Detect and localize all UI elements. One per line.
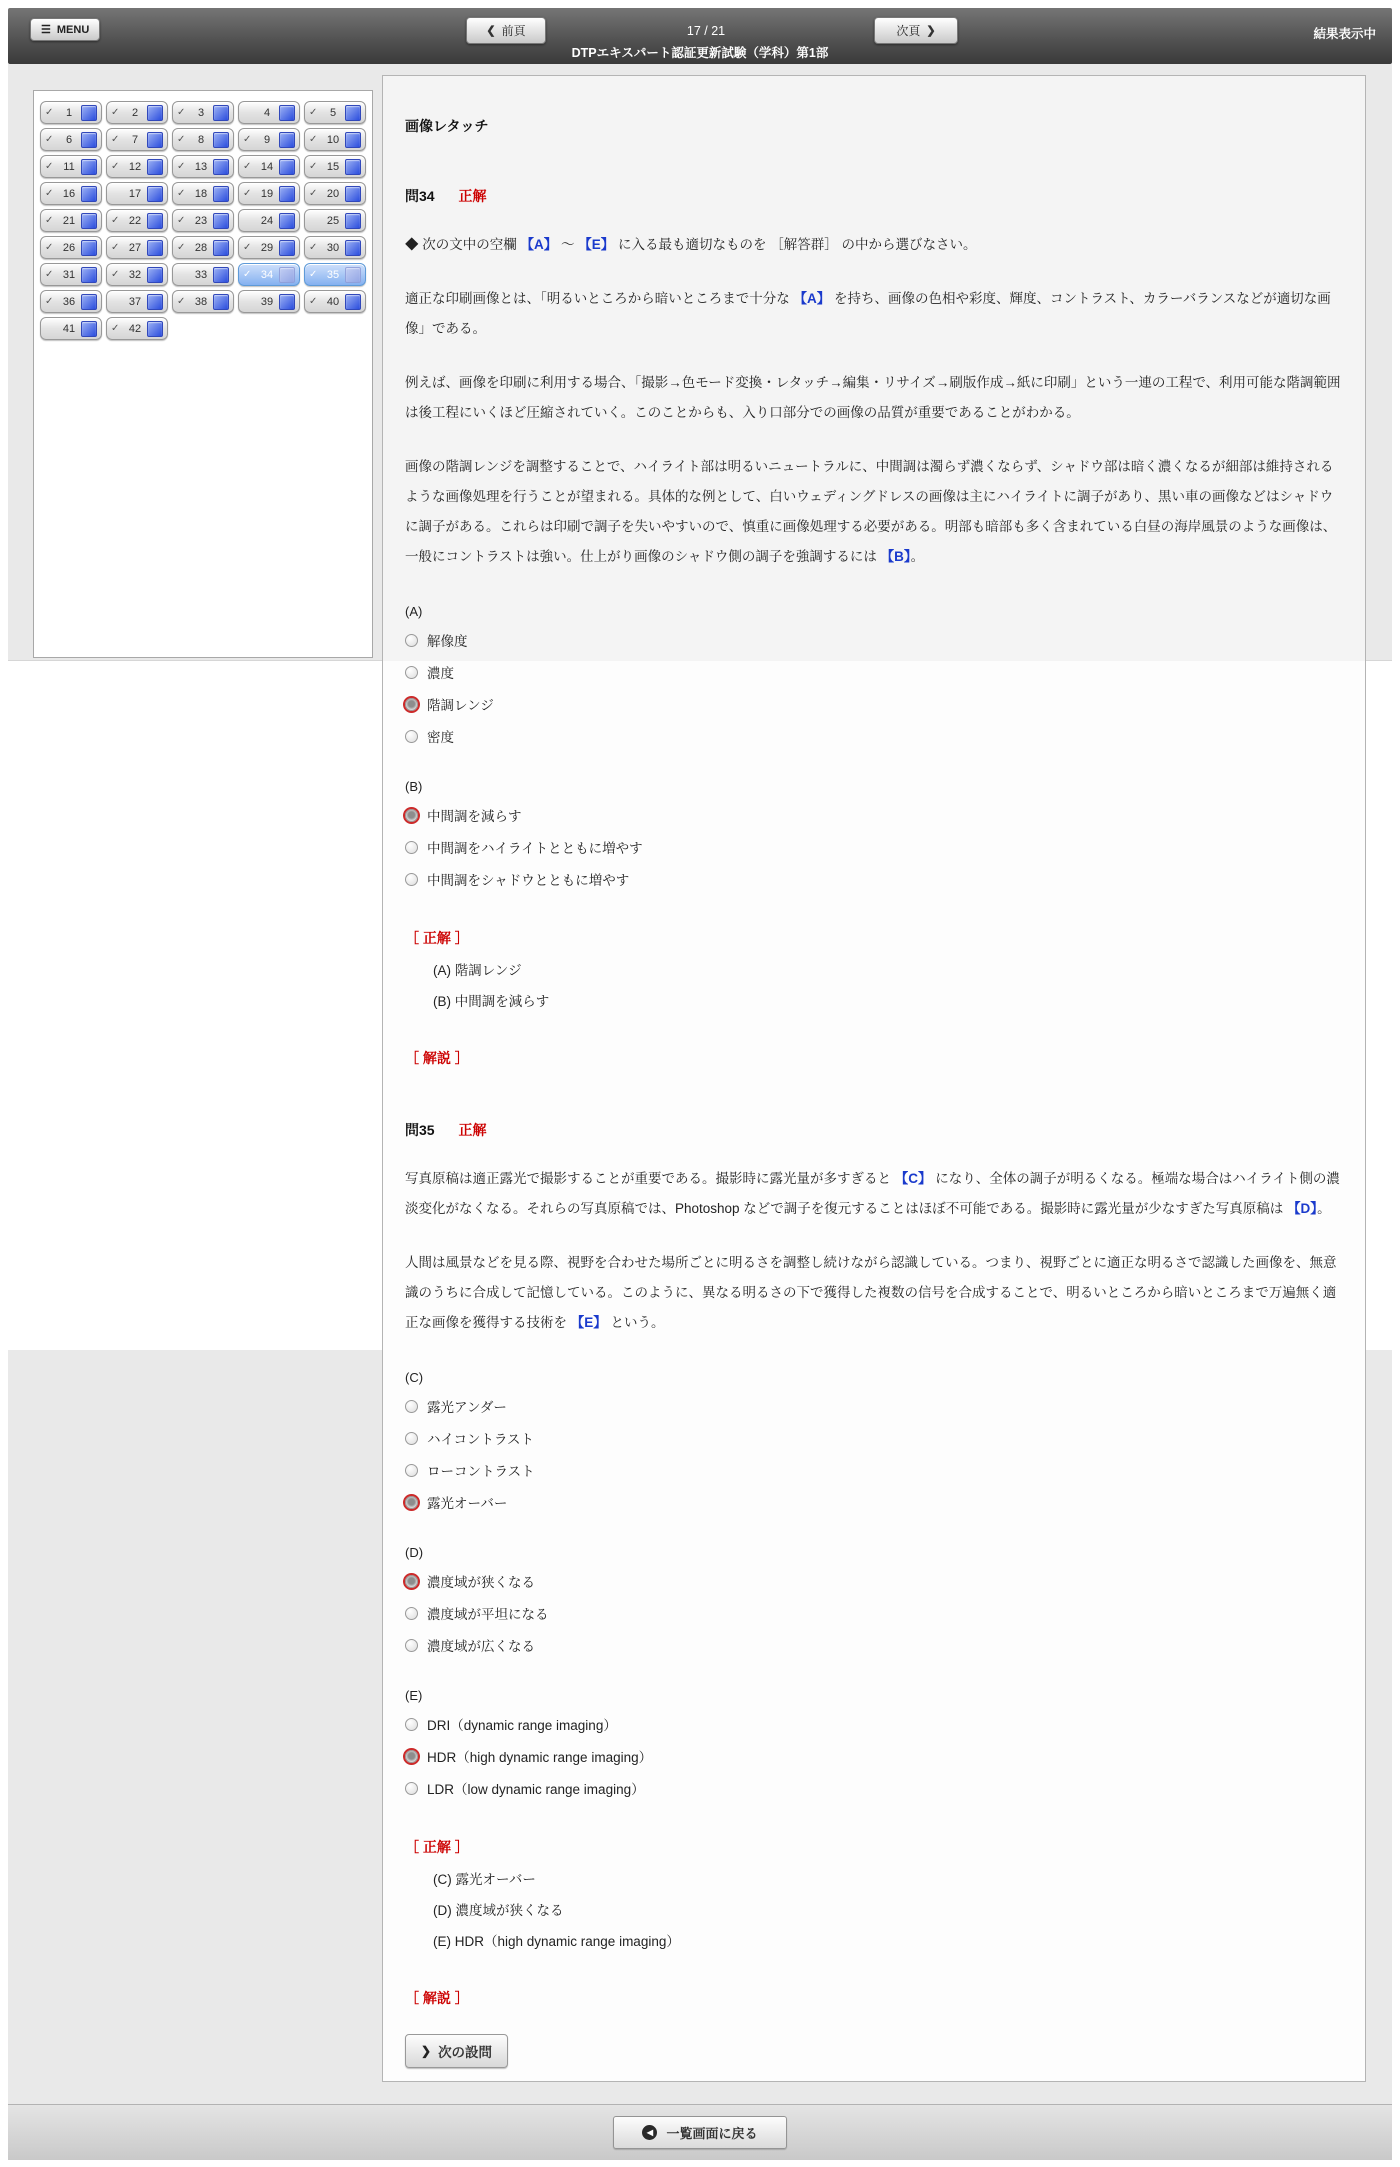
check-icon: ✓ bbox=[177, 134, 186, 145]
correct-answer-header: ［ 正解 ］ bbox=[405, 930, 469, 946]
check-icon: ✓ bbox=[45, 242, 54, 253]
question-button-number: 24 bbox=[260, 214, 274, 227]
radio-icon bbox=[405, 634, 418, 647]
question-button-31[interactable] bbox=[40, 263, 102, 286]
option-label: 濃度域が狭くなる bbox=[427, 1575, 535, 1590]
radio-option[interactable] bbox=[405, 804, 1343, 826]
question-button-number: 35 bbox=[326, 268, 340, 281]
correct-answers bbox=[405, 959, 1343, 1010]
flag-checkbox[interactable] bbox=[213, 213, 229, 229]
flag-checkbox[interactable] bbox=[81, 213, 97, 229]
flag-checkbox[interactable] bbox=[213, 240, 229, 256]
blank-marker: 【E】 bbox=[570, 1315, 607, 1330]
question-button-1[interactable] bbox=[40, 101, 102, 124]
check-icon: ✓ bbox=[243, 188, 252, 199]
flag-checkbox[interactable] bbox=[81, 186, 97, 202]
radio-option[interactable] bbox=[405, 1745, 1343, 1767]
question-button-number: 23 bbox=[194, 214, 208, 227]
question-button-6[interactable] bbox=[40, 128, 102, 151]
question-button-40[interactable] bbox=[304, 290, 366, 313]
question-button-19[interactable] bbox=[238, 182, 300, 205]
radio-icon bbox=[405, 1782, 418, 1795]
question-button-number: 31 bbox=[62, 268, 76, 281]
correct-answer-line: (D) 濃度域が狭くなる bbox=[433, 1903, 564, 1918]
flag-checkbox[interactable] bbox=[213, 267, 229, 283]
page-indicator: 17 / 21 bbox=[686, 24, 726, 38]
radio-selected-icon bbox=[405, 698, 418, 711]
question-button-number: 41 bbox=[62, 322, 76, 335]
flag-checkbox[interactable] bbox=[147, 186, 163, 202]
question-button-number: 14 bbox=[260, 160, 274, 173]
flag-checkbox[interactable] bbox=[345, 159, 361, 175]
question-button-number: 25 bbox=[326, 214, 340, 227]
option-label: 中間調をハイライトとともに増やす bbox=[427, 841, 643, 856]
answer-group-label: (C) bbox=[405, 1370, 424, 1385]
question-button-3[interactable] bbox=[172, 101, 234, 124]
check-icon: ✓ bbox=[45, 107, 54, 118]
radio-option[interactable] bbox=[405, 661, 1343, 683]
check-icon: ✓ bbox=[45, 269, 54, 280]
radio-selected-icon bbox=[405, 809, 418, 822]
question-paragraph: 画像の階調レンジを調整することで、ハイライト部は明るいニュートラルに、中間調は濁らず濃くならず、シャドウ部は暗く濃くなるが細部は維持されるような画像処理を行うことが望まれる。具体的な例として、白いウェディングドレスの画像は主にハイライトに調子があり、黒い車の画像などはシャドウに調子がある。これらは印刷で調子を失いやすいので、慎重に画像処理する必要がある。明部も暗部も多く含まれている白昼の海岸風景のような画像は、一般にコントラストは強い。仕上がり画像のシャドウ側の調子を強調するには 【B】。 bbox=[405, 459, 1337, 564]
check-icon: ✓ bbox=[111, 134, 120, 145]
flag-checkbox[interactable] bbox=[81, 132, 97, 148]
flag-checkbox[interactable] bbox=[81, 267, 97, 283]
back-arrow-icon: ◀ bbox=[642, 2125, 657, 2140]
flag-checkbox[interactable] bbox=[147, 105, 163, 121]
radio-option[interactable] bbox=[405, 868, 1343, 890]
flag-checkbox[interactable] bbox=[279, 267, 295, 283]
question-34 bbox=[405, 186, 1343, 1068]
option-label: ハイコントラスト bbox=[427, 1432, 535, 1447]
flag-checkbox[interactable] bbox=[81, 240, 97, 256]
question-button-12[interactable] bbox=[106, 155, 168, 178]
radio-option[interactable] bbox=[405, 1570, 1343, 1592]
question-button-number: 6 bbox=[65, 133, 73, 146]
flag-checkbox[interactable] bbox=[147, 213, 163, 229]
question-button-26[interactable] bbox=[40, 236, 102, 259]
back-to-list-button[interactable] bbox=[613, 2116, 786, 2149]
option-label: LDR（low dynamic range imaging） bbox=[427, 1782, 645, 1797]
question-button-2[interactable] bbox=[106, 101, 168, 124]
question-button-15[interactable] bbox=[304, 155, 366, 178]
question-button-35[interactable] bbox=[304, 263, 366, 286]
prev-page-button[interactable] bbox=[466, 17, 546, 44]
answer-groups bbox=[405, 604, 1343, 890]
menu-label: MENU bbox=[56, 23, 90, 36]
question-button-number: 38 bbox=[194, 295, 208, 308]
prev-label: 前頁 bbox=[501, 24, 526, 38]
flag-checkbox[interactable] bbox=[147, 132, 163, 148]
answer-group-label: (B) bbox=[405, 779, 423, 794]
explanation-header: ［ 解説 ］ bbox=[405, 1050, 469, 1066]
option-label: 階調レンジ bbox=[427, 698, 494, 713]
flag-checkbox[interactable] bbox=[345, 267, 361, 283]
flag-checkbox[interactable] bbox=[345, 105, 361, 121]
flag-checkbox[interactable] bbox=[279, 240, 295, 256]
menu-button[interactable] bbox=[30, 18, 100, 41]
blank-marker: 【E】 bbox=[578, 237, 615, 252]
question-paragraph: 写真原稿は適正露光で撮影することが重要である。撮影時に露光量が多すぎると 【C】 になり、全体の調子が明るくなる。極端な場合はハイライト側の濃淡変化がなくなる。それらの写真原稿では、Photoshop などで調子を復元することはほぼ不可能である。撮影時に露光量が少なすぎた写真原稿は 【D】。 bbox=[405, 1171, 1340, 1216]
flag-checkbox[interactable] bbox=[213, 159, 229, 175]
flag-checkbox[interactable] bbox=[213, 186, 229, 202]
correct-answer-line: (B) 中間調を減らす bbox=[433, 994, 550, 1009]
question-button-5[interactable] bbox=[304, 101, 366, 124]
question-button-32[interactable] bbox=[106, 263, 168, 286]
radio-icon bbox=[405, 1432, 418, 1445]
question-button-number: 5 bbox=[329, 106, 337, 119]
radio-option[interactable] bbox=[405, 1427, 1343, 1449]
flag-checkbox[interactable] bbox=[279, 159, 295, 175]
check-icon: ✓ bbox=[309, 188, 318, 199]
radio-icon bbox=[405, 666, 418, 679]
option-label: 露光アンダー bbox=[427, 1400, 507, 1415]
question-button-number: 10 bbox=[326, 133, 340, 146]
correct-answer-header: ［ 正解 ］ bbox=[405, 1839, 469, 1855]
radio-option[interactable] bbox=[405, 725, 1343, 747]
question-button-number: 19 bbox=[260, 187, 274, 200]
question-paragraph: 例えば、画像を印刷に利用する場合、「撮影→色モード変換・レタッチ→編集・リサイズ→刷版作成→紙に印刷」という一連の工程で、利用可能な階調範囲は後工程にいくほど圧縮されていく。このことからも、入り口部分での画像の品質が重要であることがわかる。 bbox=[405, 375, 1341, 420]
option-label: 中間調をシャドウとともに増やす bbox=[427, 873, 630, 888]
option-label: 濃度域が広くなる bbox=[427, 1639, 535, 1654]
question-button-9[interactable] bbox=[238, 128, 300, 151]
check-icon: ✓ bbox=[45, 134, 54, 145]
check-icon: ✓ bbox=[309, 296, 318, 307]
flag-checkbox[interactable] bbox=[345, 132, 361, 148]
radio-option[interactable] bbox=[405, 1777, 1343, 1799]
check-icon: ✓ bbox=[45, 188, 54, 199]
check-icon: ✓ bbox=[243, 242, 252, 253]
topbar bbox=[8, 8, 1392, 64]
flag-checkbox[interactable] bbox=[279, 105, 295, 121]
hamburger-icon: ☰ bbox=[41, 24, 51, 36]
question-button-number: 16 bbox=[62, 187, 76, 200]
question-button-33[interactable] bbox=[172, 263, 234, 286]
next-question-button[interactable] bbox=[405, 2034, 508, 2068]
flag-checkbox[interactable] bbox=[345, 294, 361, 310]
result-badge: 正解 bbox=[458, 188, 487, 204]
question-button-number: 36 bbox=[62, 295, 76, 308]
question-header bbox=[405, 1120, 1343, 1140]
question-button-number: 34 bbox=[260, 268, 274, 281]
check-icon: ✓ bbox=[177, 161, 186, 172]
question-button-25[interactable] bbox=[304, 209, 366, 232]
correct-answers bbox=[405, 1868, 1343, 1950]
check-icon: ✓ bbox=[309, 269, 318, 280]
question-35 bbox=[405, 1120, 1343, 2008]
result-badge: 正解 bbox=[458, 1122, 487, 1138]
flag-checkbox[interactable] bbox=[147, 240, 163, 256]
chevron-right-icon: ❯ bbox=[421, 2044, 432, 2058]
option-label: ローコントラスト bbox=[427, 1464, 535, 1479]
correct-answer-line: (A) 階調レンジ bbox=[433, 963, 522, 978]
question-button-17[interactable] bbox=[106, 182, 168, 205]
flag-checkbox[interactable] bbox=[279, 186, 295, 202]
radio-icon bbox=[405, 841, 418, 854]
answer-groups bbox=[405, 1370, 1343, 1799]
question-panel bbox=[382, 75, 1366, 2082]
radio-selected-icon bbox=[405, 1750, 418, 1763]
radio-option[interactable] bbox=[405, 836, 1343, 858]
radio-option[interactable] bbox=[405, 1491, 1343, 1513]
blank-marker: 【A】 bbox=[793, 291, 831, 306]
blank-marker: 【C】 bbox=[894, 1171, 932, 1186]
option-label: HDR（high dynamic range imaging） bbox=[427, 1750, 653, 1765]
check-icon: ✓ bbox=[243, 161, 252, 172]
question-button-number: 28 bbox=[194, 241, 208, 254]
question-button-number: 39 bbox=[260, 295, 274, 308]
option-label: 密度 bbox=[427, 730, 454, 745]
option-label: DRI（dynamic range imaging） bbox=[427, 1718, 617, 1733]
flag-checkbox[interactable] bbox=[279, 294, 295, 310]
flag-checkbox[interactable] bbox=[147, 294, 163, 310]
option-label: 濃度域が平坦になる bbox=[427, 1607, 549, 1622]
check-icon: ✓ bbox=[243, 269, 252, 280]
question-button-7[interactable] bbox=[106, 128, 168, 151]
question-button-8[interactable] bbox=[172, 128, 234, 151]
radio-icon bbox=[405, 1639, 418, 1652]
blank-marker: 【B】 bbox=[880, 549, 911, 564]
explanation-header: ［ 解説 ］ bbox=[405, 1990, 469, 2006]
chevron-right-icon: ❯ bbox=[926, 25, 936, 37]
question-button-number: 42 bbox=[128, 322, 142, 335]
radio-option[interactable] bbox=[405, 693, 1343, 715]
check-icon: ✓ bbox=[45, 161, 54, 172]
next-label: 次頁 bbox=[896, 24, 921, 38]
question-button-number: 26 bbox=[62, 241, 76, 254]
question-button-number: 13 bbox=[194, 160, 208, 173]
section-title: 画像レタッチ bbox=[405, 118, 489, 134]
check-icon: ✓ bbox=[177, 215, 186, 226]
exam-title: DTPエキスパート認証更新試験（学科）第1部 bbox=[571, 46, 829, 60]
check-icon: ✓ bbox=[177, 242, 186, 253]
check-icon: ✓ bbox=[111, 269, 120, 280]
question-button-number: 37 bbox=[128, 295, 142, 308]
question-button-38[interactable] bbox=[172, 290, 234, 313]
question-button-34[interactable] bbox=[238, 263, 300, 286]
question-lead: ◆ 次の文中の空欄 【A】 ～ 【E】 に入る最も適切なものを ［解答群］ の中から選びなさい。 bbox=[405, 237, 977, 252]
check-icon: ✓ bbox=[177, 188, 186, 199]
check-icon: ✓ bbox=[309, 107, 318, 118]
check-icon: ✓ bbox=[309, 242, 318, 253]
check-icon: ✓ bbox=[309, 134, 318, 145]
radio-icon bbox=[405, 1718, 418, 1731]
check-icon: ✓ bbox=[111, 242, 120, 253]
answer-group-label: (D) bbox=[405, 1545, 424, 1560]
question-button-27[interactable] bbox=[106, 236, 168, 259]
question-button-number: 7 bbox=[131, 133, 139, 146]
option-label: 濃度 bbox=[427, 666, 454, 681]
check-icon: ✓ bbox=[177, 107, 186, 118]
question-button-18[interactable] bbox=[172, 182, 234, 205]
question-button-number: 30 bbox=[326, 241, 340, 254]
flag-checkbox[interactable] bbox=[345, 186, 361, 202]
radio-selected-icon bbox=[405, 1496, 418, 1509]
radio-icon bbox=[405, 730, 418, 743]
question-button-39[interactable] bbox=[238, 290, 300, 313]
question-button-number: 9 bbox=[263, 133, 271, 146]
radio-option[interactable] bbox=[405, 1459, 1343, 1481]
flag-checkbox[interactable] bbox=[213, 105, 229, 121]
question-button-29[interactable] bbox=[238, 236, 300, 259]
question-button-number: 8 bbox=[197, 133, 205, 146]
flag-checkbox[interactable] bbox=[213, 294, 229, 310]
radio-option[interactable] bbox=[405, 1602, 1343, 1624]
correct-answer-line: (C) 露光オーバー bbox=[433, 1872, 536, 1887]
answer-group-label: (E) bbox=[405, 1688, 423, 1703]
question-button-21[interactable] bbox=[40, 209, 102, 232]
question-button-number: 15 bbox=[326, 160, 340, 173]
question-button-number: 4 bbox=[263, 106, 271, 119]
question-button-number: 32 bbox=[128, 268, 142, 281]
question-paragraph: 適正な印刷画像とは、「明るいところから暗いところまで十分な 【A】 を持ち、画像の色相や彩度、輝度、コントラスト、カラーバランスなどが適切な画像」である。 bbox=[405, 291, 1331, 336]
question-button-number: 18 bbox=[194, 187, 208, 200]
chevron-left-icon: ❮ bbox=[486, 25, 496, 37]
question-button-16[interactable] bbox=[40, 182, 102, 205]
question-button-number: 40 bbox=[326, 295, 340, 308]
radio-icon bbox=[405, 1464, 418, 1477]
radio-option[interactable] bbox=[405, 1634, 1343, 1656]
radio-icon bbox=[405, 1400, 418, 1413]
check-icon: ✓ bbox=[309, 161, 318, 172]
flag-checkbox[interactable] bbox=[81, 105, 97, 121]
question-button-37[interactable] bbox=[106, 290, 168, 313]
option-label: 露光オーバー bbox=[427, 1496, 508, 1511]
flag-checkbox[interactable] bbox=[147, 321, 163, 337]
flag-checkbox[interactable] bbox=[147, 159, 163, 175]
blank-marker: 【A】 bbox=[520, 237, 558, 252]
flag-checkbox[interactable] bbox=[279, 132, 295, 148]
question-button-20[interactable] bbox=[304, 182, 366, 205]
check-icon: ✓ bbox=[243, 134, 252, 145]
flag-checkbox[interactable] bbox=[345, 240, 361, 256]
question-button-13[interactable] bbox=[172, 155, 234, 178]
question-button-number: 33 bbox=[194, 268, 208, 281]
question-button-number: 21 bbox=[62, 214, 76, 227]
question-button-42[interactable] bbox=[106, 317, 168, 340]
question-button-36[interactable] bbox=[40, 290, 102, 313]
question-number: 問35 bbox=[405, 1122, 435, 1138]
question-button-22[interactable] bbox=[106, 209, 168, 232]
radio-option[interactable] bbox=[405, 629, 1343, 651]
question-header bbox=[405, 186, 1343, 206]
question-nav-panel bbox=[33, 90, 373, 658]
footer-bar bbox=[8, 2104, 1392, 2160]
flag-checkbox[interactable] bbox=[81, 294, 97, 310]
radio-selected-icon bbox=[405, 1575, 418, 1588]
question-button-10[interactable] bbox=[304, 128, 366, 151]
question-button-14[interactable] bbox=[238, 155, 300, 178]
correct-answer-line: (E) HDR（high dynamic range imaging） bbox=[433, 1934, 680, 1949]
question-button-number: 17 bbox=[128, 187, 142, 200]
question-button-number: 29 bbox=[260, 241, 274, 254]
question-paragraph: 人間は風景などを見る際、視野を合わせた場所ごとに明るさを調整し続けながら認識している。つまり、視野ごとに適正な明るさで認識した画像を、無意識のうちに合成して記憶している。このように、異なる明るさの下で獲得した複数の信号を合成することで、明るいところから暗いところまで万遍無く適正な画像を獲得する技術を 【E】 という。 bbox=[405, 1255, 1337, 1330]
question-button-number: 11 bbox=[63, 160, 75, 173]
question-button-number: 1 bbox=[65, 106, 73, 119]
next-question-label: 次の設問 bbox=[438, 2045, 493, 2060]
check-icon: ✓ bbox=[45, 215, 54, 226]
question-button-4[interactable] bbox=[238, 101, 300, 124]
question-button-41[interactable] bbox=[40, 317, 102, 340]
question-button-number: 3 bbox=[197, 106, 205, 119]
status-text: 結果表示中 bbox=[1313, 27, 1376, 41]
next-page-button[interactable] bbox=[874, 17, 958, 44]
blank-marker: 【D】 bbox=[1287, 1201, 1318, 1216]
question-button-number: 27 bbox=[128, 241, 142, 254]
check-icon: ✓ bbox=[45, 296, 54, 307]
check-icon: ✓ bbox=[111, 161, 120, 172]
radio-icon bbox=[405, 873, 418, 886]
question-button-24[interactable] bbox=[238, 209, 300, 232]
question-button-30[interactable] bbox=[304, 236, 366, 259]
flag-checkbox[interactable] bbox=[147, 267, 163, 283]
option-label: 解像度 bbox=[427, 634, 468, 649]
check-icon: ✓ bbox=[111, 323, 120, 334]
check-icon: ✓ bbox=[111, 107, 120, 118]
question-button-28[interactable] bbox=[172, 236, 234, 259]
flag-checkbox[interactable] bbox=[279, 213, 295, 229]
check-icon: ✓ bbox=[177, 296, 186, 307]
question-button-23[interactable] bbox=[172, 209, 234, 232]
answer-group-label: (A) bbox=[405, 604, 423, 619]
question-number: 問34 bbox=[405, 188, 435, 204]
question-button-number: 2 bbox=[131, 106, 139, 119]
radio-icon bbox=[405, 1607, 418, 1620]
question-button-11[interactable] bbox=[40, 155, 102, 178]
back-label: 一覧画面に戻る bbox=[666, 2126, 758, 2141]
check-icon: ✓ bbox=[111, 215, 120, 226]
radio-option[interactable] bbox=[405, 1395, 1343, 1417]
question-button-number: 20 bbox=[326, 187, 340, 200]
flag-checkbox[interactable] bbox=[81, 159, 97, 175]
question-button-grid bbox=[40, 101, 366, 340]
flag-checkbox[interactable] bbox=[213, 132, 229, 148]
question-button-number: 12 bbox=[128, 160, 142, 173]
question-button-number: 22 bbox=[128, 214, 142, 227]
radio-option[interactable] bbox=[405, 1713, 1343, 1735]
option-label: 中間調を減らす bbox=[427, 809, 522, 824]
flag-checkbox[interactable] bbox=[345, 213, 361, 229]
flag-checkbox[interactable] bbox=[81, 321, 97, 337]
